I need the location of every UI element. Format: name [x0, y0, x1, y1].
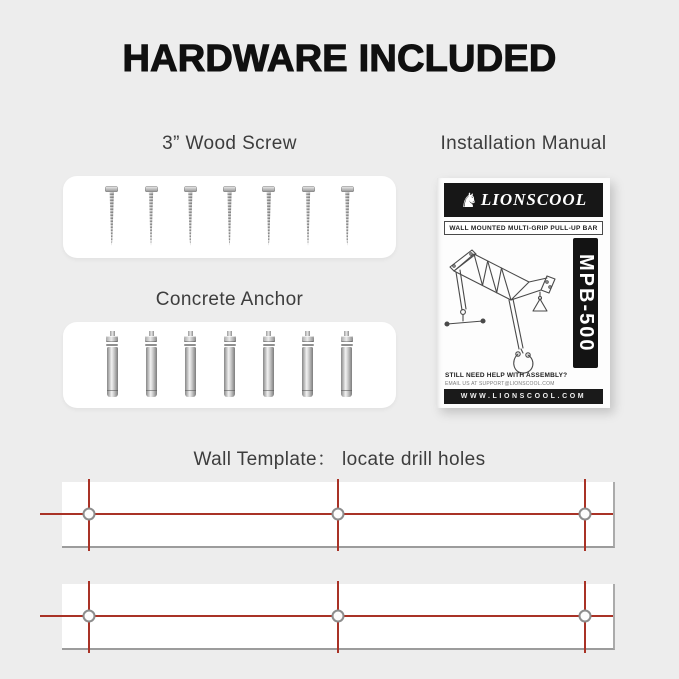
- anchor-body: [341, 347, 352, 397]
- anchor-nut: [224, 336, 236, 342]
- concrete-anchor-item: [184, 331, 196, 399]
- wood-screw-item: [145, 186, 158, 248]
- concrete-anchor-label: Concrete Anchor: [155, 289, 304, 310]
- drill-hole-marker: [332, 508, 345, 521]
- brand-banner: [444, 183, 603, 217]
- wall-template-strip-2: [62, 584, 615, 650]
- anchor-nut: [184, 336, 196, 342]
- screw-head: [341, 186, 354, 192]
- anchor-body: [107, 347, 118, 397]
- screw-head: [105, 186, 118, 192]
- anchor-nut: [263, 336, 275, 342]
- wood-screw-item: [302, 186, 315, 248]
- wood-screw-tray: [63, 176, 396, 258]
- anchor-washer: [263, 344, 275, 347]
- anchor-nut: [106, 336, 118, 342]
- screw-head: [184, 186, 197, 192]
- concrete-anchor-item: [224, 331, 236, 399]
- wood-screw-item: [341, 186, 354, 248]
- wall-template-label: Wall Template： locate drill holes: [193, 449, 486, 470]
- anchor-washer: [145, 344, 157, 347]
- wood-screw-item: [223, 186, 236, 248]
- assembly-help-text: STILL NEED HELP WITH ASSEMBLY?: [445, 372, 568, 379]
- concrete-anchor-item: [263, 331, 275, 399]
- concrete-anchor-item: [302, 331, 314, 399]
- anchor-washer: [302, 344, 314, 347]
- screw-shaft: [343, 192, 352, 246]
- concrete-anchor-item: [106, 331, 118, 399]
- lion-logo-icon: ♞: [459, 188, 478, 212]
- drill-hole-marker: [578, 610, 591, 623]
- model-badge: [573, 238, 598, 368]
- anchor-body: [302, 347, 313, 397]
- screw-shaft: [186, 192, 195, 246]
- screw-shaft: [264, 192, 273, 246]
- drill-hole-marker: [578, 508, 591, 521]
- concrete-anchor-tray: [63, 322, 396, 408]
- wood-screw-item: [262, 186, 275, 248]
- page-title: HARDWARE INCLUDED: [122, 38, 557, 80]
- screw-shaft: [147, 192, 156, 246]
- anchor-washer: [224, 344, 236, 347]
- website-banner: WWW.LIONSCOOL.COM: [444, 389, 603, 404]
- screw-head: [223, 186, 236, 192]
- cover-title: WALL MOUNTED MULTI-GRIP PULL-UP BAR: [444, 221, 603, 235]
- screw-head: [145, 186, 158, 192]
- screw-shaft: [225, 192, 234, 246]
- anchor-nut: [302, 336, 314, 342]
- anchor-nut: [145, 336, 157, 342]
- concrete-anchor-item: [145, 331, 157, 399]
- screw-shaft: [304, 192, 313, 246]
- installation-manual-cover: [437, 178, 610, 408]
- pullup-bar-diagram-icon: [443, 238, 571, 380]
- support-email-text: EMAIL US AT SUPPORT@LIONSCOOL.COM: [445, 381, 555, 387]
- anchor-body: [146, 347, 157, 397]
- anchor-washer: [106, 344, 118, 347]
- brand-name: LIONSCOOL: [480, 190, 588, 209]
- anchor-body: [263, 347, 274, 397]
- anchor-nut: [341, 336, 353, 342]
- anchor-body: [185, 347, 196, 397]
- wood-screw-item: [184, 186, 197, 248]
- model-number: MPB-500: [575, 253, 597, 353]
- concrete-anchor-item: [341, 331, 353, 399]
- drill-hole-marker: [332, 610, 345, 623]
- installation-manual-label: Installation Manual: [440, 133, 607, 154]
- wall-template-strip-1: [62, 482, 615, 548]
- screw-head: [302, 186, 315, 192]
- template-horizontal-line: [40, 615, 613, 617]
- screw-head: [262, 186, 275, 192]
- drill-hole-marker: [82, 508, 95, 521]
- wood-screw-label: 3” Wood Screw: [162, 133, 297, 154]
- screw-shaft: [107, 192, 116, 246]
- template-horizontal-line: [40, 513, 613, 515]
- anchor-body: [224, 347, 235, 397]
- anchor-washer: [184, 344, 196, 347]
- drill-hole-marker: [82, 610, 95, 623]
- anchor-washer: [341, 344, 353, 347]
- wood-screw-item: [105, 186, 118, 248]
